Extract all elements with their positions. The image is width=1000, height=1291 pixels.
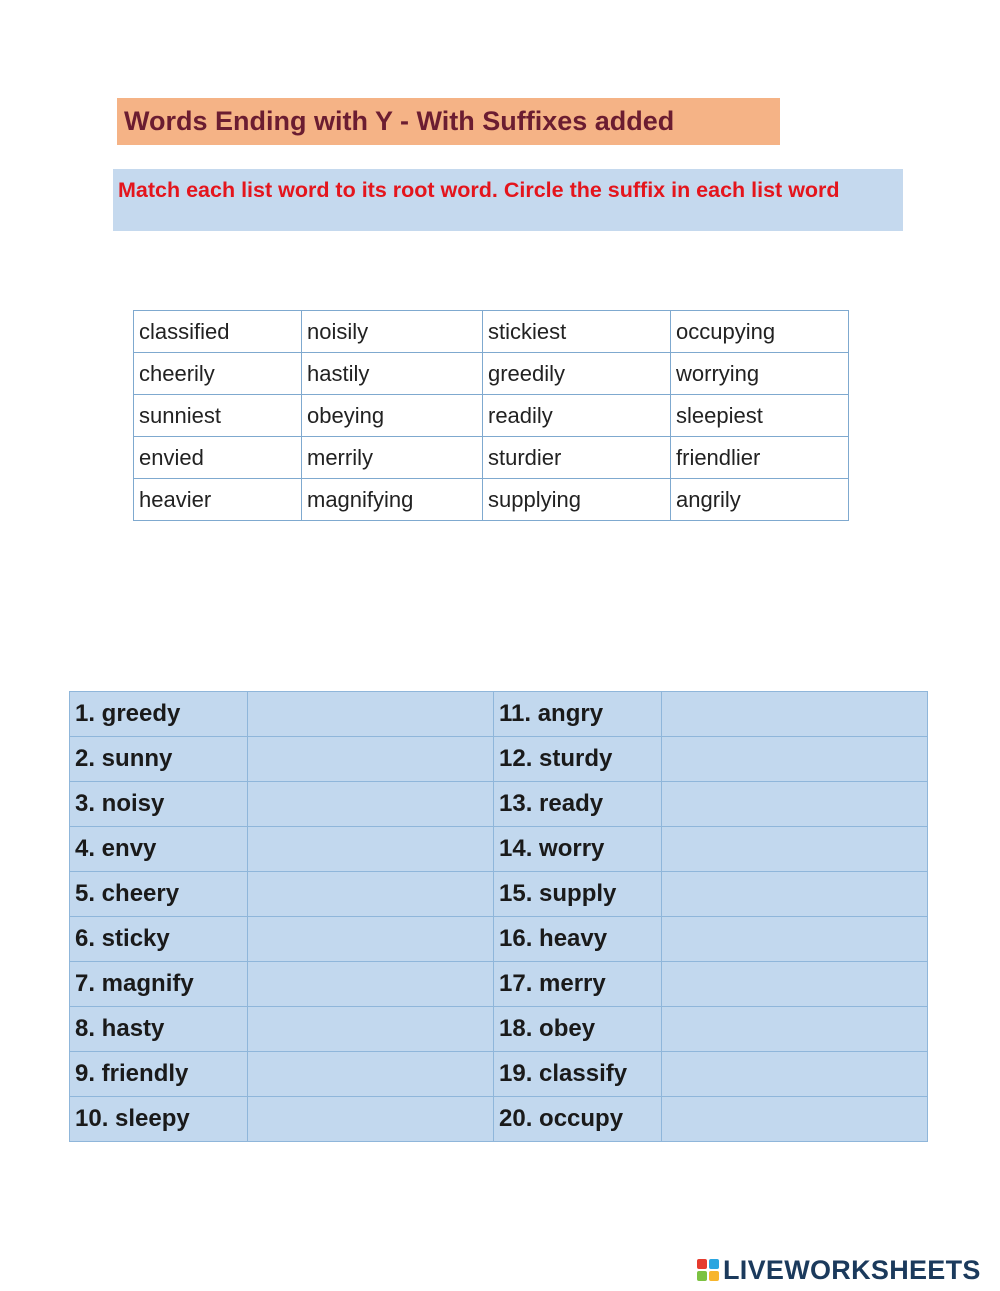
root-word-cell: 7. magnify [70,962,248,1007]
word-bank-row [134,311,849,353]
answer-input-cell[interactable] [248,782,494,827]
root-word-cell: 19. classify [494,1052,662,1097]
matching-row [70,1007,928,1052]
root-word-cell: 6. sticky [70,917,248,962]
answer-input-cell[interactable] [662,782,928,827]
answer-input-cell[interactable] [662,872,928,917]
root-word-cell: 12. sturdy [494,737,662,782]
word-bank-cell: sunniest [134,395,302,437]
answer-input-cell[interactable] [662,917,928,962]
logo-square-yellow [709,1271,719,1281]
root-word-cell: 15. supply [494,872,662,917]
root-word-cell: 14. worry [494,827,662,872]
word-bank-cell: hastily [302,353,483,395]
word-bank-cell: sleepiest [671,395,849,437]
answer-input-cell[interactable] [248,872,494,917]
matching-row [70,692,928,737]
root-word-cell: 5. cheery [70,872,248,917]
root-word-cell: 18. obey [494,1007,662,1052]
word-bank-cell: envied [134,437,302,479]
answer-input-cell[interactable] [248,737,494,782]
root-word-cell: 16. heavy [494,917,662,962]
word-bank-cell: angrily [671,479,849,521]
matching-row [70,827,928,872]
logo-text: LIVEWORKSHEETS [723,1254,981,1285]
word-bank-cell: noisily [302,311,483,353]
word-bank-row [134,479,849,521]
logo-square-red [697,1259,707,1269]
root-word-cell: 8. hasty [70,1007,248,1052]
word-bank-cell: heavier [134,479,302,521]
matching-row [70,872,928,917]
word-bank-row [134,395,849,437]
word-bank-cell: supplying [483,479,671,521]
matching-row [70,782,928,827]
matching-row [70,1052,928,1097]
title-banner [117,98,780,145]
answer-input-cell[interactable] [248,962,494,1007]
root-word-cell: 10. sleepy [70,1097,248,1142]
root-word-cell: 20. occupy [494,1097,662,1142]
page-title: Words Ending with Y - With Suffixes added [124,106,675,136]
answer-input-cell[interactable] [662,1097,928,1142]
word-bank-cell: greedily [483,353,671,395]
root-word-cell: 11. angry [494,692,662,737]
word-bank-cell: classified [134,311,302,353]
matching-row [70,917,928,962]
root-word-cell: 13. ready [494,782,662,827]
word-bank-cell: cheerily [134,353,302,395]
answer-input-cell[interactable] [248,1097,494,1142]
liveworksheets-logo [697,1255,981,1285]
root-word-cell: 4. envy [70,827,248,872]
word-bank-cell: magnifying [302,479,483,521]
word-bank-cell: worrying [671,353,849,395]
logo-square-green [697,1271,707,1281]
word-bank-cell: obeying [302,395,483,437]
answer-input-cell[interactable] [662,1052,928,1097]
answer-input-cell[interactable] [662,692,928,737]
root-word-cell: 3. noisy [70,782,248,827]
word-bank-cell: sturdier [483,437,671,479]
matching-row [70,1097,928,1142]
answer-input-cell[interactable] [662,1007,928,1052]
word-bank-cell: stickiest [483,311,671,353]
word-bank-cell: merrily [302,437,483,479]
word-bank-cell: occupying [671,311,849,353]
matching-row [70,962,928,1007]
answer-input-cell[interactable] [248,827,494,872]
logo-square-blue [709,1259,719,1269]
root-word-cell: 17. merry [494,962,662,1007]
answer-input-cell[interactable] [662,737,928,782]
answer-input-cell[interactable] [248,1007,494,1052]
word-bank-cell: friendlier [671,437,849,479]
instruction-text: Match each list word to its root word. Circle the suffix in each list word [118,178,840,202]
matching-row [70,737,928,782]
root-word-cell: 1. greedy [70,692,248,737]
root-word-cell: 2. sunny [70,737,248,782]
instruction-banner [113,169,903,231]
word-bank-table [133,310,849,521]
root-word-cell: 9. friendly [70,1052,248,1097]
word-bank-cell: readily [483,395,671,437]
answer-input-cell[interactable] [248,1052,494,1097]
answer-input-cell[interactable] [662,962,928,1007]
matching-table [69,691,928,1142]
liveworksheets-logo-icon [697,1259,719,1281]
answer-input-cell[interactable] [248,692,494,737]
word-bank-row [134,437,849,479]
answer-input-cell[interactable] [662,827,928,872]
word-bank-row [134,353,849,395]
answer-input-cell[interactable] [248,917,494,962]
